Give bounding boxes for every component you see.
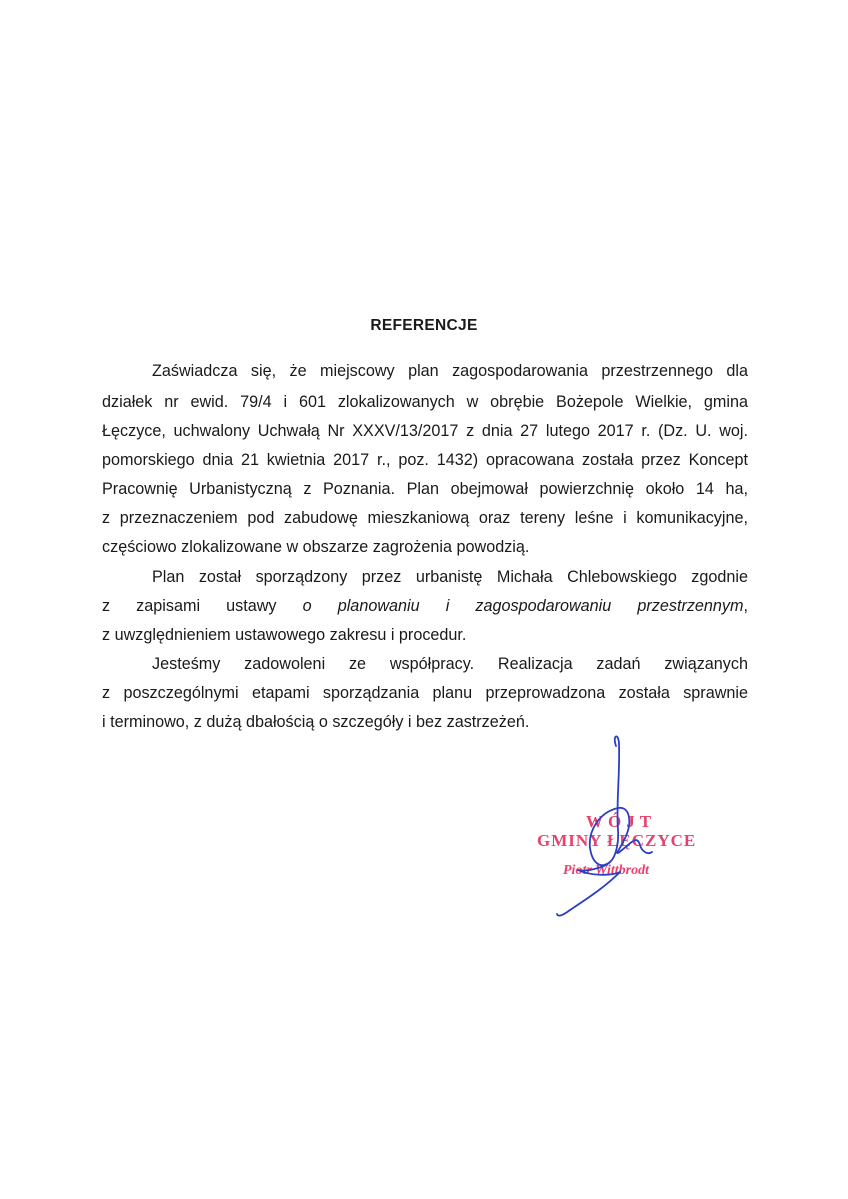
text-line: i terminowo, z dużą dbałością o szczegóły i bez zastrzeżeń. — [102, 713, 530, 731]
text-segment: , — [743, 597, 749, 615]
stamp-name: Piotr Wittbrodt — [563, 863, 649, 878]
text-line: częściowo zlokalizowane w obszarze zagrożenia powodzią. — [102, 538, 530, 556]
text-line: z przeznaczeniem pod zabudowę mieszkaniową oraz tereny leśne i komunikacyjne, — [102, 509, 748, 527]
text-line: Łęczyce, uchwalony Uchwałą Nr XXXV/13/2017 z dnia 27 lutego 2017 r. (Dz. U. woj. — [102, 422, 748, 440]
text-line: z uwzględnieniem ustawowego zakresu i procedur. — [102, 626, 467, 644]
text-line — [102, 596, 748, 616]
text-line: z poszczególnymi etapami sporządzania planu przeprowadzona została sprawnie — [102, 684, 748, 702]
text-line: Pracownię Urbanistyczną z Poznania. Plan obejmował powierzchnię około 14 ha, — [102, 480, 748, 498]
text-segment: z zapisami ustawy — [102, 597, 277, 615]
text-line: Zaświadcza się, że miejscowy plan zagospodarowania przestrzennego dla — [152, 362, 748, 380]
text-line: Plan został sporządzony przez urbanistę Michała Chlebowskiego zgodnie — [152, 568, 748, 586]
text-line: działek nr ewid. 79/4 i 601 zlokalizowanych w obrębie Bożepole Wielkie, gmina — [102, 393, 748, 411]
text-line: Jesteśmy zadowoleni ze współpracy. Realizacja zadań związanych — [152, 655, 748, 673]
document-title: REFERENCJE — [370, 317, 478, 334]
stamp-office: GMINY ŁĘCZYCE — [537, 831, 697, 850]
text-line: pomorskiego dnia 21 kwietnia 2017 r., poz. 1432) opracowana została przez Koncept — [102, 451, 748, 469]
stamp-title: WÓJT — [586, 812, 657, 831]
act-title: o planowaniu i zagospodarowaniu przestrzennym — [302, 597, 744, 615]
